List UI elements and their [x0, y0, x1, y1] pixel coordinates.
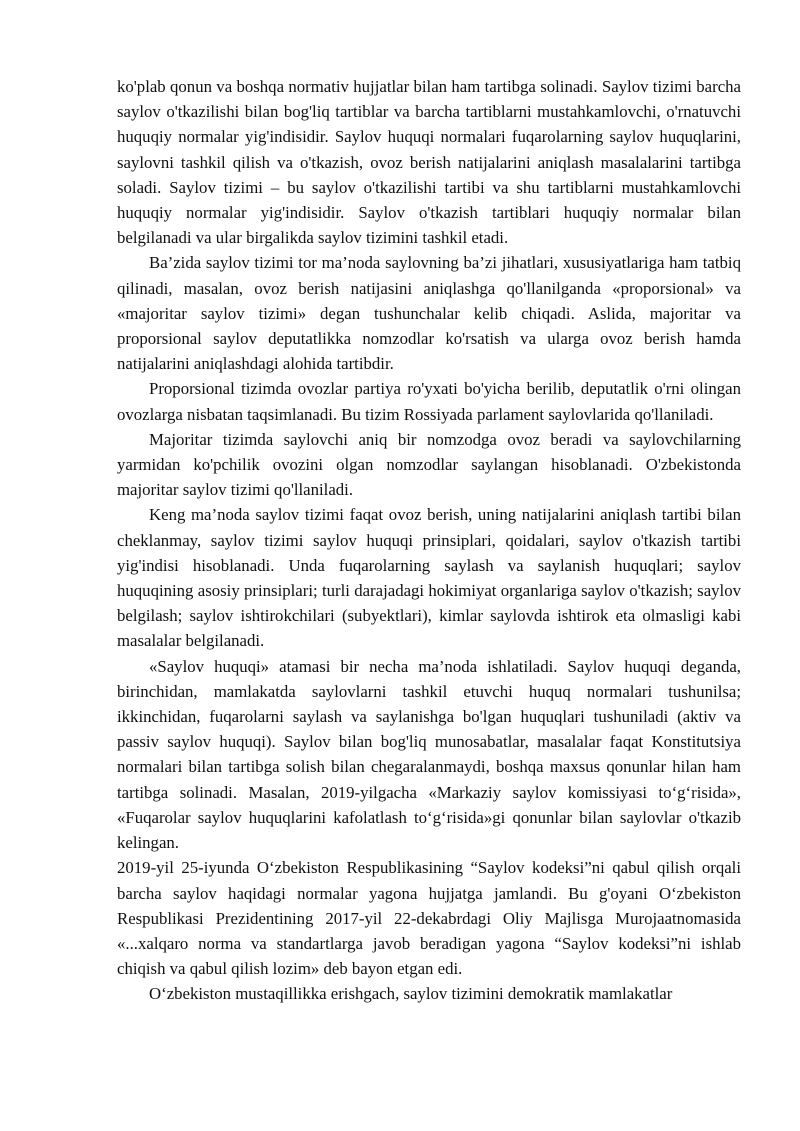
paragraph-3: Proporsional tizimda ovozlar partiya ro'yxati bo'yicha berilib, deputatlik o'rni olingan ovozlarga nisbatan taqsimlanadi. Bu tizim Rossiyada parlament saylovlarida qo'llaniladi. [117, 379, 741, 424]
paragraph-4: Majoritar tizimda saylovchi aniq bir nomzodga ovoz beradi va saylovchilarning yarmidan ko'pchilik ovozini olgan nomzodlar saylangan hisoblanadi. O'zbekistonda majoritar saylov tizimi qo'llaniladi. [117, 429, 741, 500]
paragraph-8: O‘zbekiston mustaqillikka erishgach, saylov tizimini demokratik mamlakatlar [149, 984, 673, 1004]
paragraph-1: ko'plab qonun va boshqa normativ hujjatlar bilan ham tartibga solinadi. Saylov tizimi barcha saylov o'tkazilishi bilan bog'liq tartiblar va barcha tartiblarni mustahkamlovchi, o'rnatuvchi huquqiy normalar yig'indisidir. Saylov huquqi normalari fuqarolarning saylov huquqlarini, saylovni tashkil qilish va o'tkazish, ovoz berish natijalarini aniqlash masalalarini tartibga soladi. Saylov tizimi – bu saylov o'tkazilishi tartibi va shu tartiblarni mustahkamlovchi huquqiy normalar yig'indisidir. Saylov o'tkazish tartiblari huquqiy normalar bilan belgilanadi va ular birgalikda saylov tizimini tashkil etadi. [117, 77, 741, 248]
document-page [117, 74, 741, 1007]
paragraph-2: Ba’zida saylov tizimi tor ma’noda saylovning ba’zi jihatlari, xususiyatlariga ham tatbiq qilinadi, masalan, ovoz berish natijasini aniqlashga qo'llanilganda «proporsional» va «majoritar saylov tizimi» degan tushunchalar kelib chiqadi. Aslida, majoritar va proporsional saylov deputatlikka nomzodlar ko'rsatish va ularga ovoz berish hamda natijalarini aniqlashdagi alohida tartibdir. [117, 253, 741, 374]
paragraph-7: 2019-yil 25-iyunda O‘zbekiston Respublikasining “Saylov kodeksi”ni qabul qilish orqali barcha saylov haqidagi normalar yagona hujjatga jamlandi. Bu g'oyani O‘zbekiston Respublikasi Prezidentining 2017-yil 22-dekabrdagi Oliy Majlisga Murojaatnomasida «...xalqaro norma va standartlarga javob beradigan yagona “Saylov kodeksi”ni ishlab chiqish va qabul qilish lozim» deb bayon etgan edi. [117, 858, 741, 979]
paragraph-6: «Saylov huquqi» atamasi bir necha ma’noda ishlatiladi. Saylov huquqi deganda, birinchidan, mamlakatda saylovlarni tashkil etuvchi huquq normalari tushunilsa; ikkinchidan, fuqarolarni saylash va saylanishga bo'lgan huquqlari tushuniladi (aktiv va passiv saylov huquqi). Saylov bilan bog'liq munosabatlar, masalalar faqat Konstitutsiya normalari bilan tartibga solish bilan chegaralanmaydi, boshqa maxsus qonunlar hilan ham tartibga solinadi. Masalan, 2019-yilgacha «Markaziy saylov komissiyasi to‘g‘risida», «Fuqarolar saylov huquqlarini kafolatlash to‘g‘risida»gi qonunlar bilan saylovlar o'tkazib kelingan. [117, 656, 741, 853]
paragraph-5: Keng ma’noda saylov tizimi faqat ovoz berish, uning natijalarini aniqlash tartibi bilan cheklanmay, saylov tizimi saylov huquqi prinsiplari, qoidalari, saylov o'tkazish tartibi yig'indisi hisoblanadi. Unda fuqarolarning saylash va saylanish huquqlari; saylov huquqining asosiy prinsiplari; turli darajadagi hokimiyat organlariga saylov o'tkazish; saylov belgilash; saylov ishtirokchilari (subyektlari), kimlar saylovda ishtirok eta olmasligi kabi masalalar belgilanadi. [117, 505, 741, 651]
